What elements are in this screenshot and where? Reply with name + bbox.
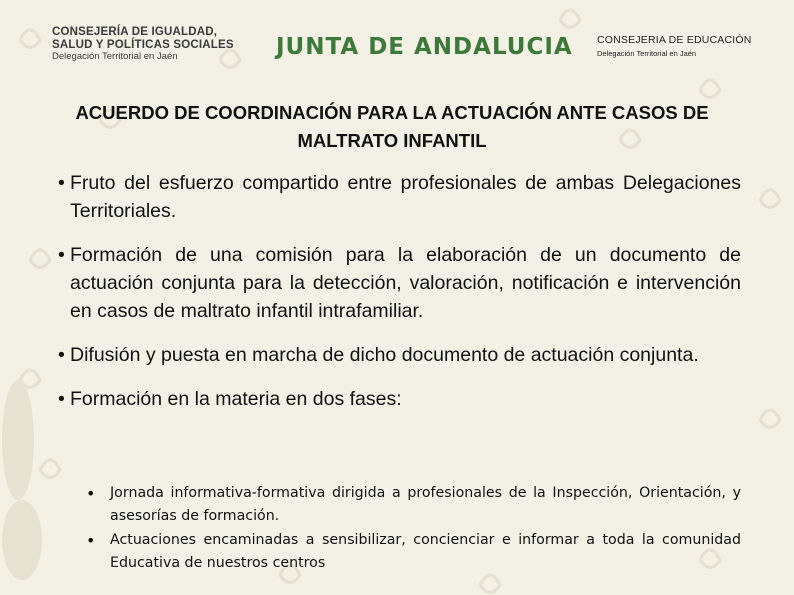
brand-logo-text: JUNTA DE ANDALUCIA [276,34,573,60]
sub-bullet-item [86,482,741,528]
left-header-line1: CONSEJERÍA DE IGUALDAD, [52,26,218,38]
bullet-item [58,241,741,325]
sub-bullet-text: Actuaciones encaminadas a sensibilizar, concienciar e informar a toda la comunidad Educativa de nuestros centros [110,532,741,571]
sub-bullet-item [86,529,741,575]
sub-bullet-text: Jornada informativa-formativa dirigida a profesionales de la Inspección, Orientación, y asesorías de formación. [110,485,741,524]
bullet-dot-icon: • [86,531,96,550]
bullet-dot-icon: • [58,172,65,194]
bullet-item [58,341,741,369]
sub-bullet-list [86,482,741,576]
bullet-text: Formación de una comisión para la elaboración de un documento de actuación conjunta para la detección, valoración, notificación e intervención en casos de maltrato infantil intrafamiliar. [70,244,741,322]
right-header-line2: Delegación Territorial en Jaén [597,49,697,58]
left-header-line2: SALUD Y POLÍTICAS SOCIALES [52,38,234,51]
bullet-item [58,169,741,225]
bullet-dot-icon: • [58,244,65,266]
bullet-text: Difusión y puesta en marcha de dicho documento de actuación conjunta. [70,344,699,366]
bullet-text: Fruto del esfuerzo compartido entre profesionales de ambas Delegaciones Territoriales. [70,172,741,222]
bullet-dot-icon: • [58,388,65,410]
bullet-item [58,385,741,413]
slide-title: ACUERDO DE COORDINACIÓN PARA LA ACTUACIÓN ANTE CASOS DE MALTRATO INFANTIL [75,102,709,151]
left-header-block [52,26,234,62]
bullet-text: Formación en la materia en dos fases: [70,388,402,410]
bullet-dot-icon: • [86,484,96,503]
bullet-dot-icon: • [58,344,65,366]
right-header-block [597,34,752,58]
left-header-line3: Delegación Territorial en Jaén [52,50,178,62]
bullet-list [58,169,741,429]
right-header-line1: CONSEJERIA DE EDUCACIÓN [597,34,752,46]
